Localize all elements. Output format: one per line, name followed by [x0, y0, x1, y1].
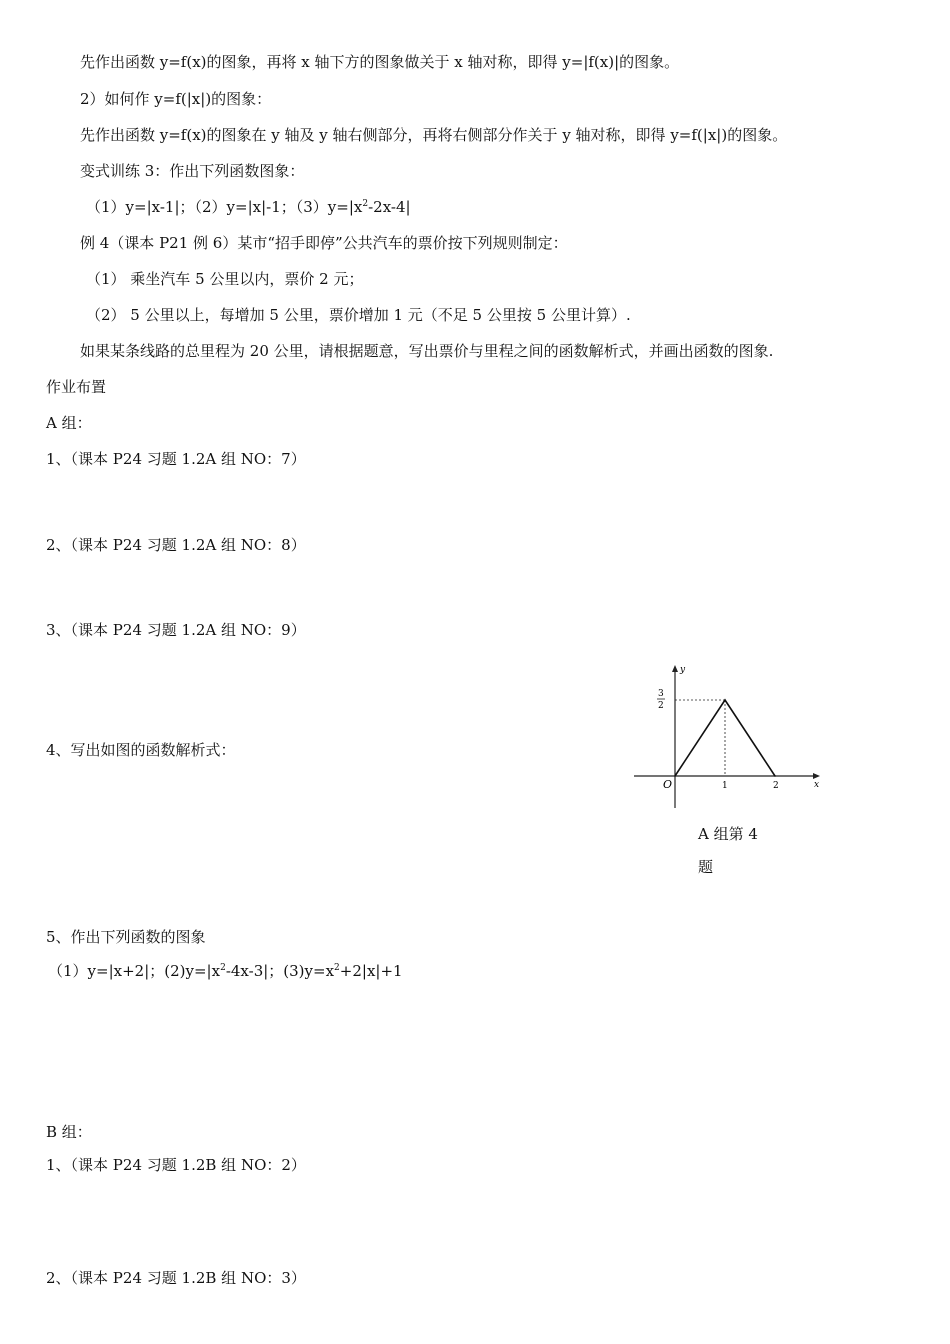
x-tick-1: 1 — [722, 781, 728, 791]
exercise-part-b: -2x-4| — [368, 198, 411, 216]
y-tick-numerator: 3 — [658, 689, 664, 699]
group-b-item-1: 1、（课本 P24 习题 1.2B 组 NO：2） — [46, 1156, 306, 1174]
y-axis-arrow — [672, 665, 678, 672]
rule-1: （1） 乘坐汽车 5 公里以内，票价 2 元； — [86, 270, 364, 288]
x-tick-2: 2 — [773, 781, 779, 791]
group-a-item-5-functions — [48, 961, 403, 981]
group-a-item-5: 5、作出下列函数的图象 — [46, 928, 206, 946]
exponent: 2 — [220, 963, 226, 973]
group-a-heading: A 组： — [46, 414, 92, 432]
text-line-2: 2）如何作 y=f(|x|)的图象： — [80, 90, 272, 108]
group-a-item-3: 3、（课本 P24 习题 1.2A 组 NO：9） — [46, 621, 306, 639]
group-a-item-4: 4、写出如图的函数解析式： — [46, 741, 236, 759]
y-axis-label: y — [680, 665, 686, 675]
y-tick-denominator: 2 — [658, 701, 664, 711]
text-line-5 — [86, 197, 411, 217]
function-graph — [628, 660, 828, 810]
group-a-item-2: 2、（课本 P24 习题 1.2A 组 NO：8） — [46, 536, 306, 554]
exponent: 2 — [334, 963, 340, 973]
x-axis-label: x — [814, 780, 820, 790]
func-part-b: -4x-3|；(3)y=x — [225, 962, 335, 980]
figure-caption-line-2: 题 — [698, 858, 714, 876]
group-b-item-2: 2、（课本 P24 习题 1.2B 组 NO：3） — [46, 1269, 306, 1287]
origin-label: O — [663, 778, 673, 791]
rule-2: （2） 5 公里以上，每增加 5 公里，票价增加 1 元（不足 5 公里按 5 公里计算）. — [86, 306, 631, 324]
func-part-a: （1）y=|x+2|；(2)y=|x — [48, 962, 221, 980]
data-point-2 — [774, 775, 776, 777]
text-line-1: 先作出函数 y=f(x)的图象，再将 x 轴下方的图象做关于 x 轴对称，即得 y=|f(x)|的图象。 — [80, 53, 680, 71]
figure-caption-line-1: A 组第 4 — [698, 825, 758, 843]
exercise-part-a: （1）y=|x-1|；（2）y=|x|-1；（3）y=|x — [86, 198, 363, 216]
homework-heading: 作业布置 — [46, 378, 107, 396]
exponent: 2 — [362, 199, 369, 209]
example-4-question: 如果某条线路的总里程为 20 公里，请根据题意，写出票价与里程之间的函数解析式，并画出函数的图象. — [80, 342, 774, 360]
text-line-4: 变式训练 3：作出下列函数图象： — [80, 162, 305, 180]
func-part-c: +2|x|+1 — [339, 962, 403, 980]
x-axis-arrow — [813, 773, 820, 779]
data-point-0 — [674, 775, 676, 777]
example-4-title: 例 4（课本 P21 例 6）某市“招手即停”公共汽车的票价按下列规则制定： — [80, 234, 568, 252]
group-a-item-1: 1、（课本 P24 习题 1.2A 组 NO：7） — [46, 450, 306, 468]
text-line-3: 先作出函数 y=f(x)的图象在 y 轴及 y 轴右侧部分，再将右侧部分作关于 y 轴对称，即得 y=f(|x|)的图象。 — [80, 126, 788, 144]
data-point-1 — [724, 699, 726, 701]
group-b-heading: B 组： — [46, 1123, 92, 1141]
